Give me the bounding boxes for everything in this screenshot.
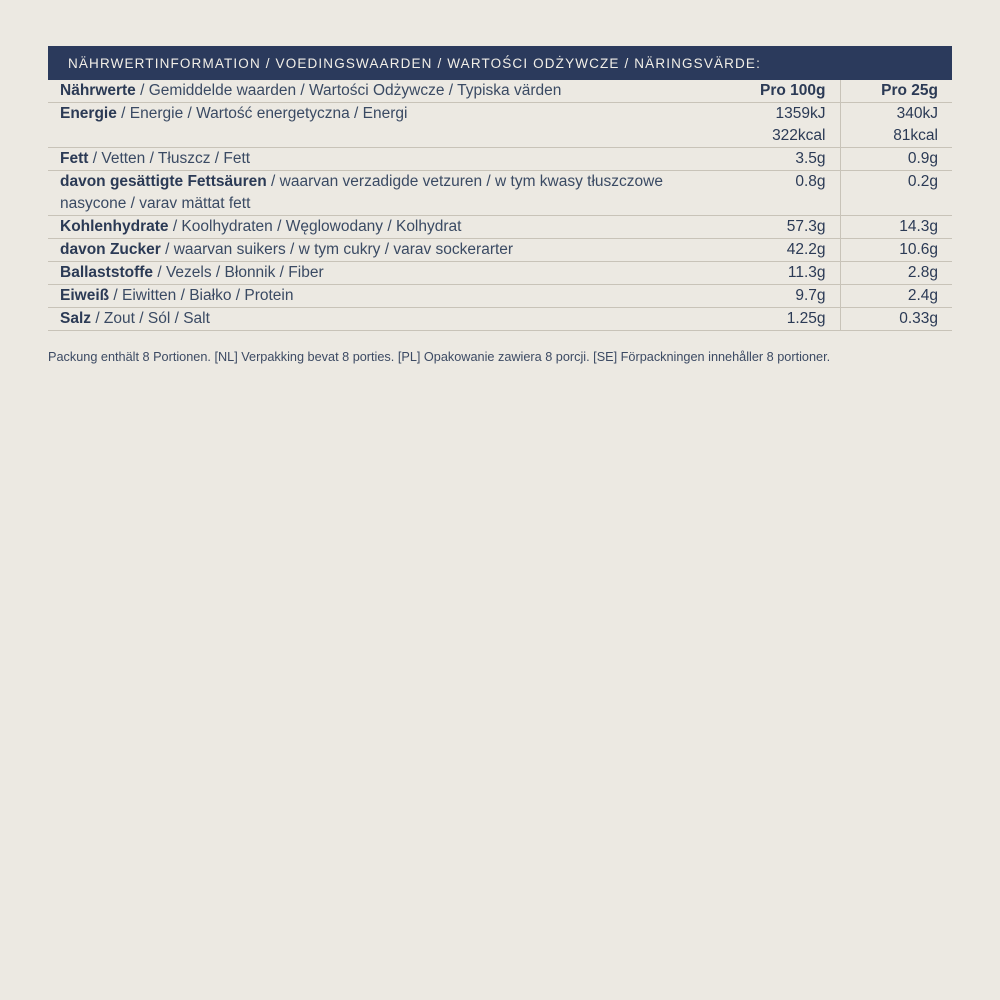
row-label-bold: Salz bbox=[60, 310, 92, 327]
row-label bbox=[48, 285, 728, 308]
row-label-rest: / Eiwitten / Białko / Protein bbox=[109, 287, 294, 304]
row-value-serving: 0.2g bbox=[840, 171, 952, 216]
row-label bbox=[48, 103, 728, 148]
row-value-100g: 42.2g bbox=[728, 239, 840, 262]
row-label bbox=[48, 148, 728, 171]
row-label-bold: davon Zucker bbox=[60, 241, 161, 258]
row-label-bold: Fett bbox=[60, 150, 89, 167]
row-label-rest: / Koolhydraten / Węglowodany / Kolhydrat bbox=[168, 218, 462, 235]
row-value-serving bbox=[840, 103, 952, 148]
row-value-serving: 0.9g bbox=[840, 148, 952, 171]
row-value-serving: 10.6g bbox=[840, 239, 952, 262]
row-value-serving: 14.3g bbox=[840, 216, 952, 239]
row-value-100g: 1.25g bbox=[728, 308, 840, 331]
table-row bbox=[48, 216, 952, 239]
row-label-rest: / Vetten / Tłuszcz / Fett bbox=[88, 150, 251, 167]
row-label bbox=[48, 262, 728, 285]
row-label-rest: / Vezels / Błonnik / Fiber bbox=[153, 264, 324, 281]
row-label-bold: Eiweiß bbox=[60, 287, 110, 304]
table-row bbox=[48, 171, 952, 216]
row-value-100g-primary: 1359kJ bbox=[775, 105, 826, 122]
row-label-bold: Ballaststoffe bbox=[60, 264, 154, 281]
table-header-row bbox=[48, 80, 952, 103]
nutrition-table bbox=[48, 80, 952, 331]
row-value-100g: 0.8g bbox=[728, 171, 840, 216]
row-value-serving: 2.4g bbox=[840, 285, 952, 308]
row-value-serving-secondary: 81kcal bbox=[893, 127, 938, 144]
row-value-serving-primary: 340kJ bbox=[896, 105, 938, 122]
table-row bbox=[48, 262, 952, 285]
table-row bbox=[48, 285, 952, 308]
row-value-100g: 57.3g bbox=[728, 216, 840, 239]
row-value-serving: 2.8g bbox=[840, 262, 952, 285]
row-label bbox=[48, 171, 728, 216]
row-value-100g: 9.7g bbox=[728, 285, 840, 308]
row-label bbox=[48, 216, 728, 239]
column-header-label bbox=[48, 80, 728, 103]
row-value-100g: 11.3g bbox=[728, 262, 840, 285]
row-value-100g: 3.5g bbox=[728, 148, 840, 171]
row-label-bold: Kohlenhydrate bbox=[60, 218, 169, 235]
row-value-100g-secondary: 322kcal bbox=[772, 127, 826, 144]
nutrition-header-title: NÄHRWERTINFORMATION / VOEDINGSWAARDEN / WARTOŚCI ODŻYWCZE / NÄRINGSVÄRDE: bbox=[68, 55, 761, 71]
row-label-rest: / waarvan verzadigde vetzuren / w tym kwasy tłuszczowe nasycone / varav mättat fett bbox=[60, 173, 663, 212]
table-row bbox=[48, 103, 952, 148]
row-label-bold: Energie bbox=[60, 105, 117, 122]
table-row bbox=[48, 308, 952, 331]
row-label-rest: / Zout / Sól / Salt bbox=[91, 310, 210, 327]
column-header-per-serving: Pro 25g bbox=[840, 80, 952, 103]
column-header-label-rest: / Gemiddelde waarden / Wartości Odżywcze / Typiska värden bbox=[135, 82, 562, 99]
column-header-per-100g: Pro 100g bbox=[728, 80, 840, 103]
row-label-bold: davon gesättigte Fettsäuren bbox=[60, 173, 267, 190]
row-value-serving: 0.33g bbox=[840, 308, 952, 331]
row-value-100g bbox=[728, 103, 840, 148]
table-row bbox=[48, 148, 952, 171]
column-header-label-bold: Nährwerte bbox=[60, 82, 136, 99]
nutrition-panel bbox=[48, 46, 952, 366]
row-label-rest: / waarvan suikers / w tym cukry / varav sockerarter bbox=[160, 241, 514, 258]
row-label bbox=[48, 308, 728, 331]
table-row bbox=[48, 239, 952, 262]
servings-footnote: Packung enthält 8 Portionen. [NL] Verpakking bevat 8 porties. [PL] Opakowanie zawiera 8 porcji. [SE] Förpackningen innehåller 8 portioner. bbox=[48, 350, 831, 364]
nutrition-header-bar bbox=[48, 46, 952, 80]
row-label bbox=[48, 239, 728, 262]
row-label-rest: / Energie / Wartość energetyczna / Energi bbox=[116, 105, 408, 122]
